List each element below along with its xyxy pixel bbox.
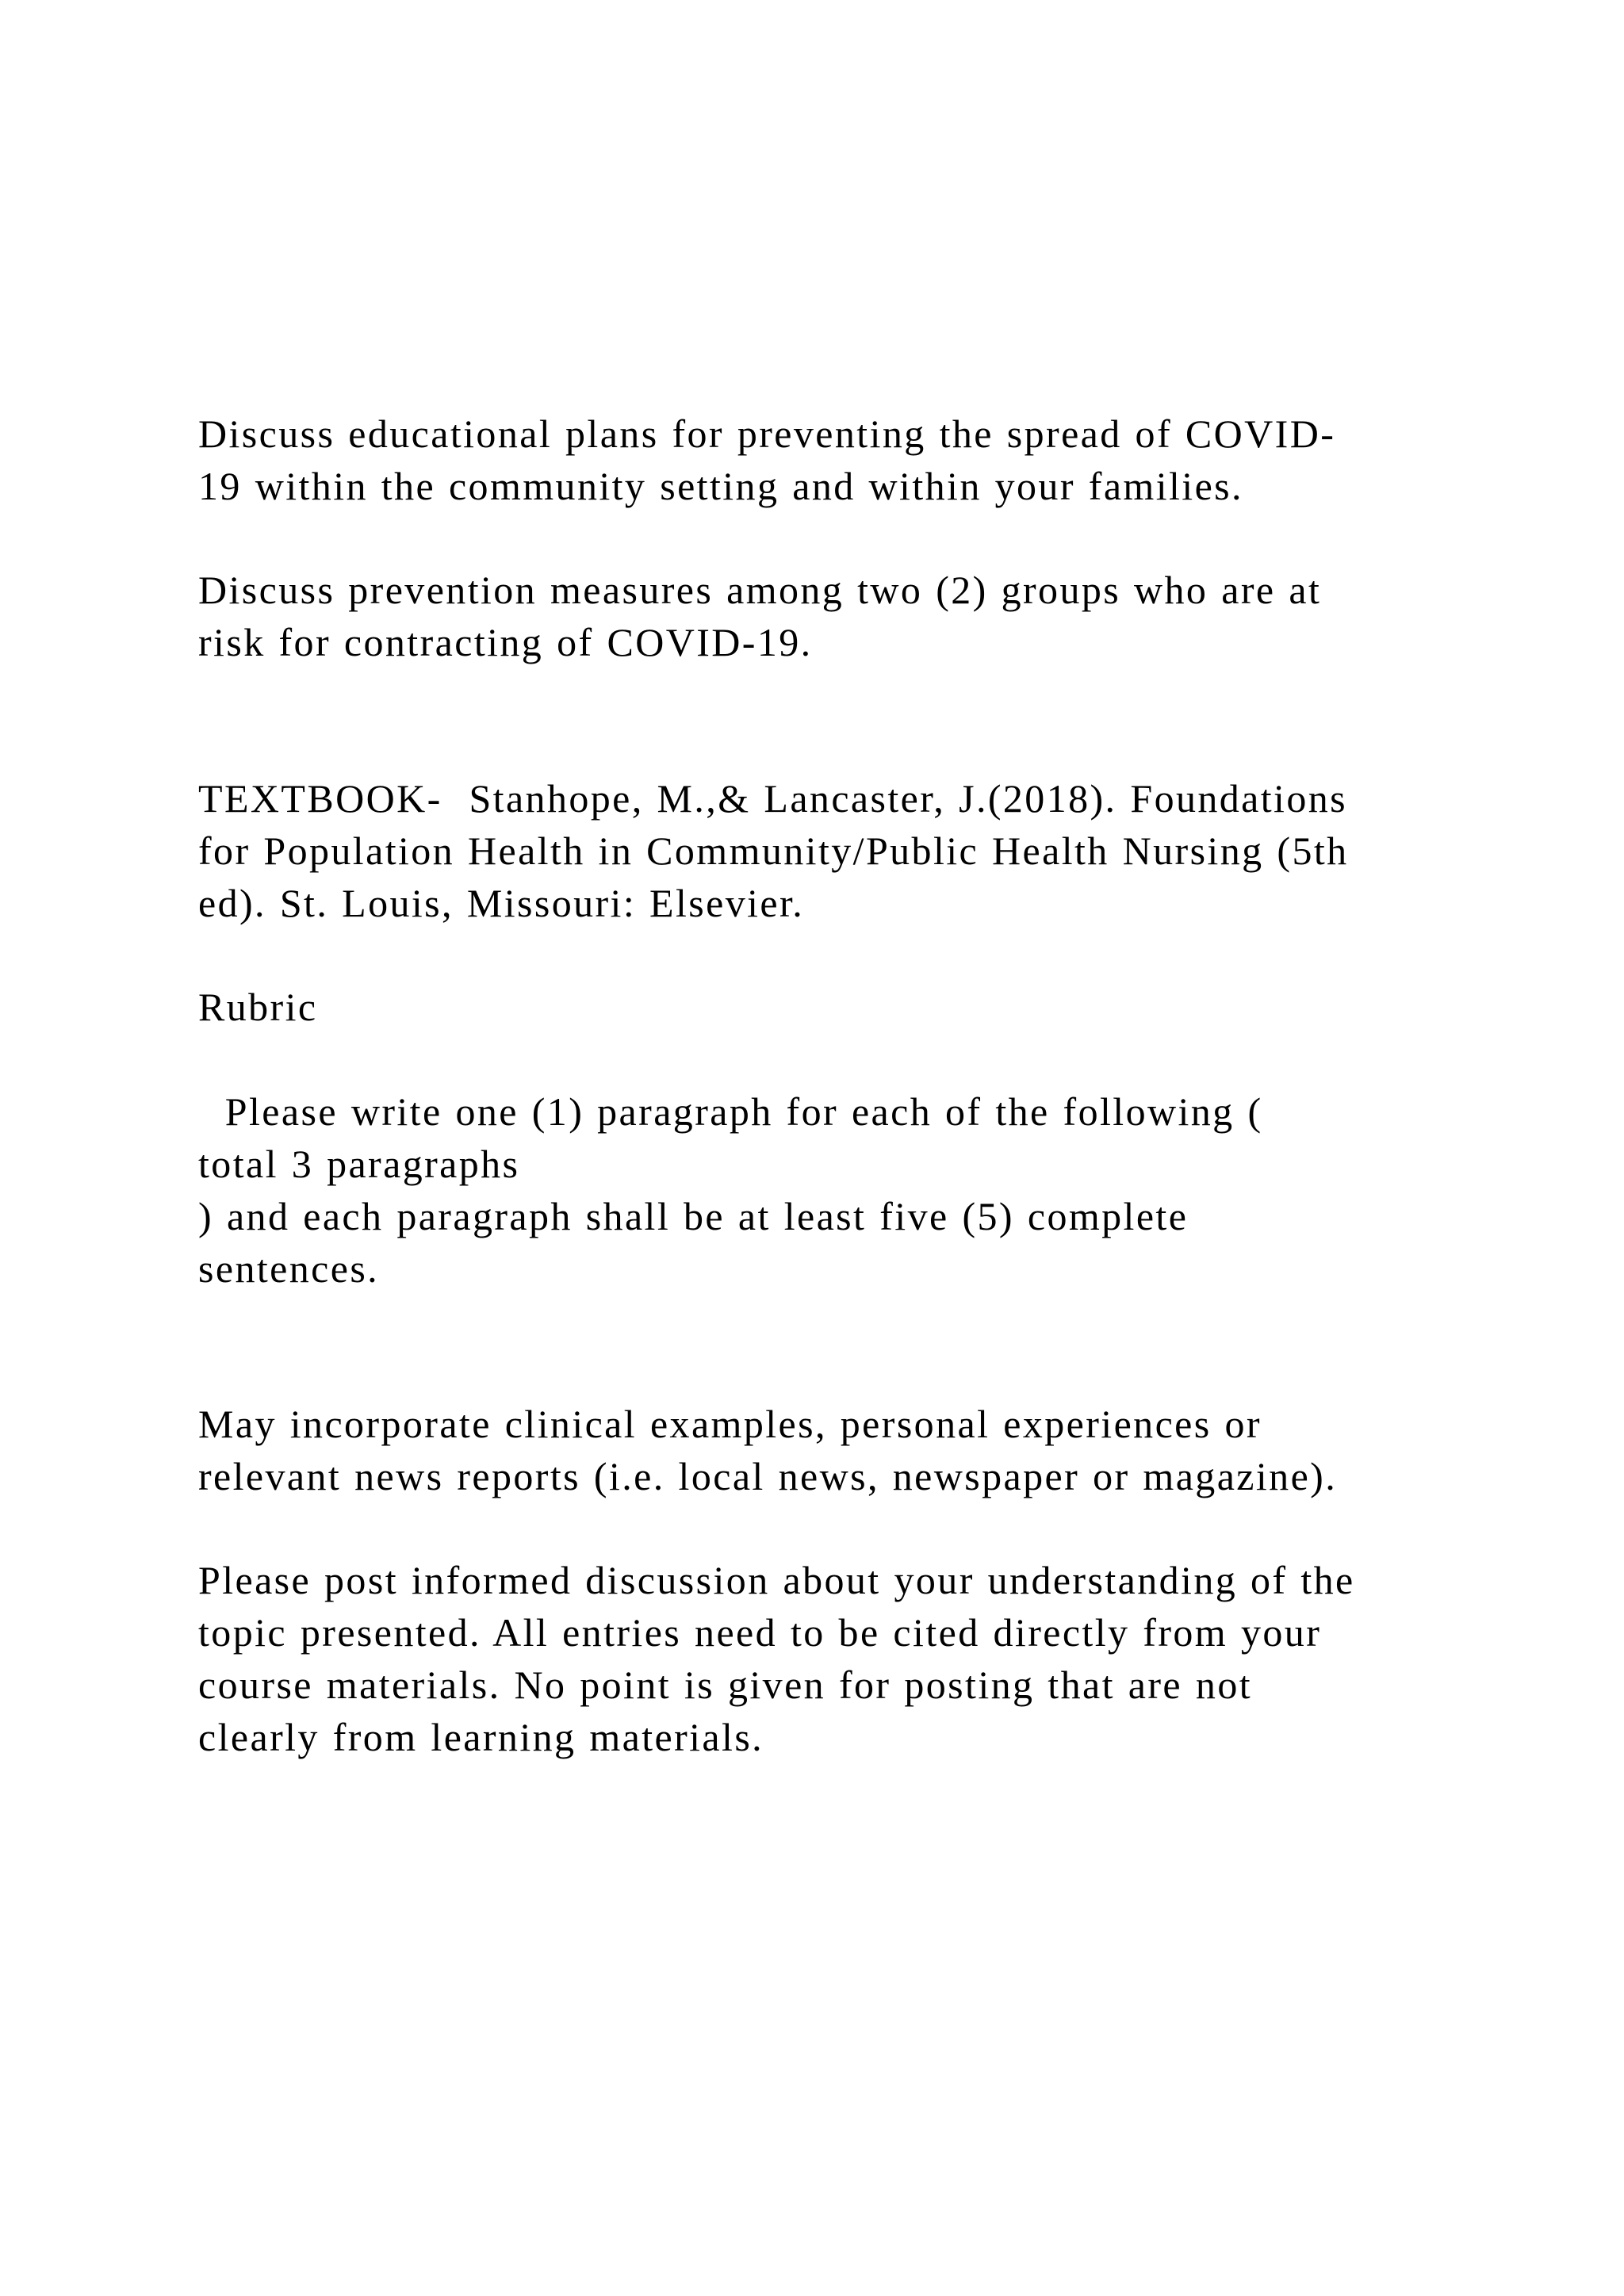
- rubric-heading: Rubric: [198, 985, 318, 1029]
- posting-line-1: Please post informed discussion about your understanding of the: [198, 1558, 1355, 1602]
- posting-line-4: clearly from learning materials.: [198, 1715, 764, 1759]
- posting-line-3: course materials. No point is given for posting that are not: [198, 1663, 1253, 1707]
- prompt-line-4: risk for contracting of COVID-19.: [198, 620, 813, 664]
- posting-line-2: topic presented. All entries need to be cited directly from your: [198, 1610, 1322, 1655]
- rubric-line-3: ) and each paragraph shall be at least five (5) complete: [198, 1194, 1189, 1238]
- prompt-line-2: 19 within the community setting and within your families.: [198, 464, 1243, 508]
- rubric-line-4: sentences.: [198, 1246, 380, 1291]
- rubric-line-1: Please write one (1) paragraph for each of the following (: [198, 1089, 1263, 1134]
- prompt-line-3: Discuss prevention measures among two (2) groups who are at: [198, 568, 1322, 612]
- textbook-line-1: TEXTBOOK- Stanhope, M.,& Lancaster, J.(2018). Foundations: [198, 776, 1348, 821]
- rubric-line-2: total 3 paragraphs: [198, 1142, 520, 1186]
- incorporate-line-1: May incorporate clinical examples, personal experiences or: [198, 1402, 1262, 1446]
- textbook-line-3: ed). St. Louis, Missouri: Elsevier.: [198, 881, 805, 925]
- incorporate-line-2: relevant news reports (i.e. local news, newspaper or magazine).: [198, 1454, 1338, 1498]
- prompt-line-1: Discuss educational plans for preventing the spread of COVID-: [198, 411, 1336, 456]
- textbook-line-2: for Population Health in Community/Public Health Nursing (5th: [198, 828, 1349, 873]
